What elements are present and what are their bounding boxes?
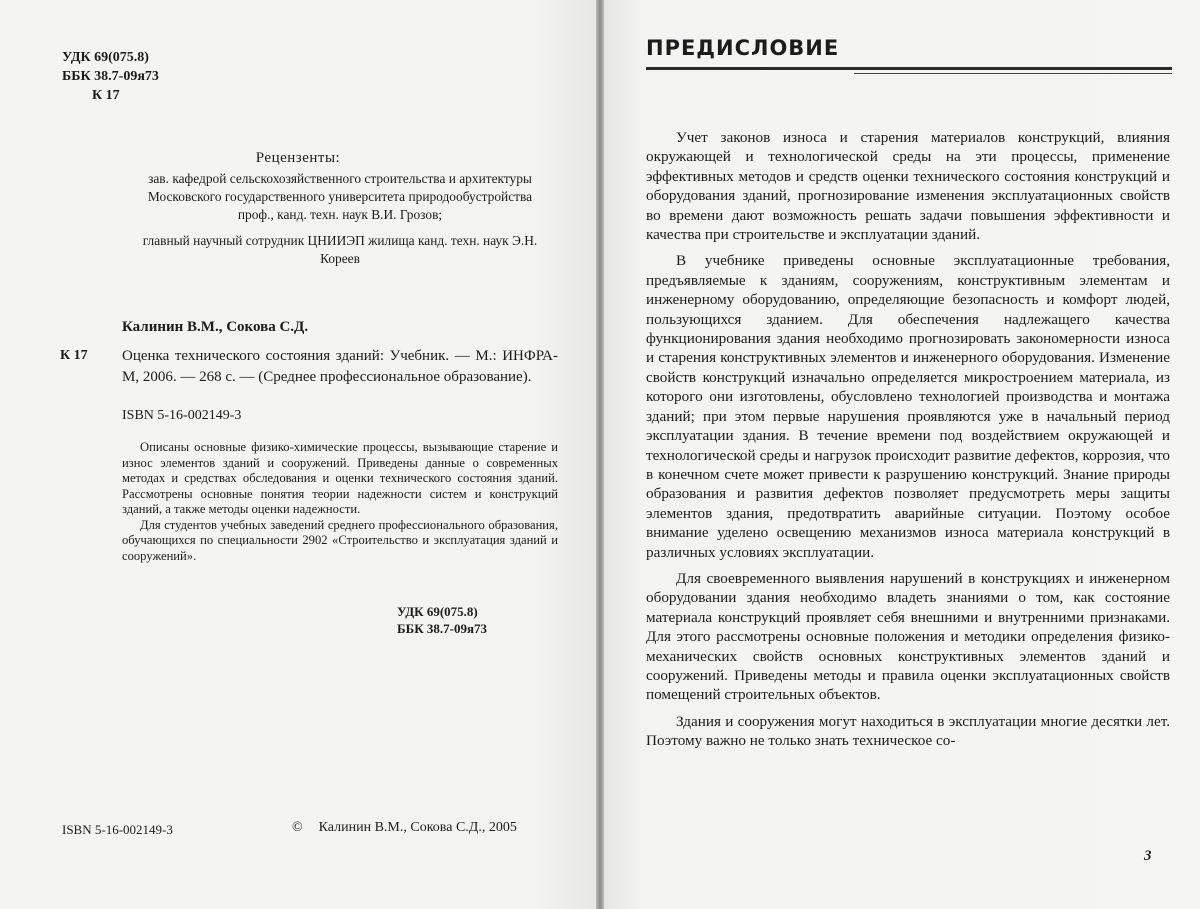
copyright-symbol: ©	[292, 820, 303, 835]
isbn-line: ISBN 5-16-002149-3	[122, 408, 242, 423]
reviewer-1: зав. кафедрой сельскохозяйственного строительства и архитектуры Московского государственного университета природообустройства проф., канд. техн. наук В.И. Грозов;	[147, 171, 533, 222]
author-mark: К 17	[92, 88, 120, 103]
title-rule-thick	[646, 67, 1172, 70]
isbn-bottom: ISBN 5-16-002149-3	[62, 822, 173, 837]
preface-paragraph: Здания и сооружения могут находиться в эксплуатации многие десятки лет. Поэтому важно не только знать техническое со-	[646, 712, 1170, 750]
preface-body	[646, 128, 1170, 758]
preface-paragraph: Учет законов износа и старения материалов конструкций, влияния окружающей и технологической среды на эти процессы, применение эффективных методов и средств оценки технического состояния конструкций и оборудования зданий, прогнозирование изменения эксплуатационных свойств во времени дают возможность решать задачи повышения эффективности и качества при строительстве и эксплуатации зданий.	[646, 129, 1170, 244]
udk-bbk-bottom	[397, 603, 487, 637]
preface-paragraph: В учебнике приведены основные эксплуатационные требования, предъявляемые к зданиям, сооружениям, конструктивным элементам и инженерному оборудованию, определяющие безопасность и комфорт людей, пользующихся зданием. Для обеспечения надлежащего качества функционирования здания необходимо прогнозировать закономерности износа и старения конструктивных элементов и инженерного оборудования. Изменение свойств конструкций изначально определяется микростроением материала, из которого они изготовлены, обусловлено технологией производства и монтажа зданий; при этом первые нарушения проявляются уже в начальный период эксплуатации здания. В течение времени под воздействием окружающей и технологической среды и нагрузок происходит развитие дефектов, коррозия, что в конечном счете может привести к разрушению конструкций. Знание природы образования и развития дефектов позволяет предусмотреть меры защиты элементов здания, предотвратить аварийные ситуации. Поэтому особое внимание уделено освещению механизмов износа материала конструкций в различных условиях эксплуатации.	[646, 252, 1170, 561]
udk-code: УДК 69(075.8)	[62, 50, 149, 65]
title-rule-thin	[854, 73, 1172, 74]
page-number: 3	[1144, 848, 1152, 864]
reviewers-title: Рецензенты:	[255, 150, 341, 166]
bbk-code-bottom: ББК 38.7-09я73	[397, 621, 487, 636]
book-gutter	[596, 0, 604, 909]
preface-title: ПРЕДИСЛОВИЕ	[646, 36, 840, 60]
bibliographic-description: Оценка технического состояния зданий: Учебник. — М.: ИНФРА-М, 2006. — 268 с. — (Среднее профессиональное образование).	[122, 348, 558, 385]
annotation-paragraph: Для студентов учебных заведений среднего профессионального образования, обучающихся по специальности 2902 «Строительство и эксплуатация зданий и сооружений».	[122, 517, 558, 563]
copyright	[292, 820, 517, 836]
preface-paragraph: Для своевременного выявления нарушений в конструкциях и инженерном оборудовании здания необходимо владеть знаниями о том, как состояние материала конструкций проявляет себя внешними и внутренними признаками. Для этого рассмотрены основные положения и методики определения физико-механических свойств основных конструктивных элементов зданий и сооружений. Приведены методы и правила оценки эксплуатационных свойств помещений строительных объектов.	[646, 569, 1170, 704]
annotation	[122, 440, 558, 564]
catalog-code: К 17	[60, 348, 88, 363]
udk-bbk-block	[62, 48, 159, 105]
left-page	[0, 0, 596, 909]
copyright-text: Калинин В.М., Сокова С.Д., 2005	[318, 820, 517, 835]
udk-code-bottom: УДК 69(075.8)	[397, 604, 478, 619]
reviewer-2: главный научный сотрудник ЦНИИЭП жилища канд. техн. наук Э.Н. Кореев	[142, 233, 538, 266]
reviewers-list	[130, 170, 550, 268]
right-page	[604, 0, 1200, 909]
annotation-paragraph: Описаны основные физико-химические процессы, вызывающие старение и износ элементов зданий и сооружений. Приведены данные о современных методах и средствах обследования и оценки технического состояния зданий. Рассмотрены основные понятия теории надежности систем и конструкций зданий, а также методы оценки надежности.	[122, 440, 558, 516]
bbk-code: ББК 38.7-09я73	[62, 69, 159, 84]
authors: Калинин В.М., Сокова С.Д.	[122, 319, 309, 335]
